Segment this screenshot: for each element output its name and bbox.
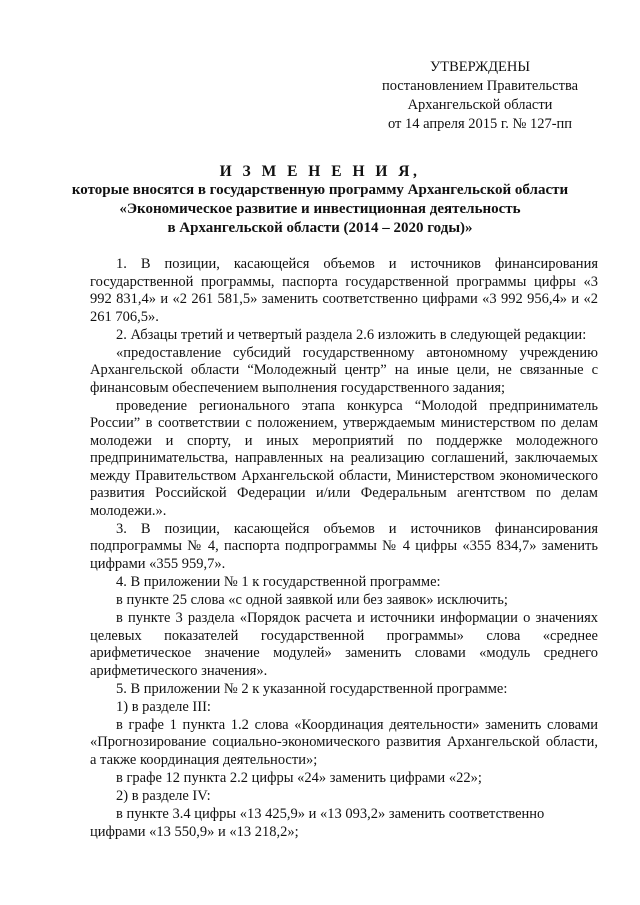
paragraph: 1) в разделе III: bbox=[116, 698, 211, 715]
paragraph: в пункте 25 слова «с одной заявкой или без заявок» исключить; bbox=[116, 592, 508, 609]
paragraph: 2) в разделе IV: bbox=[116, 788, 211, 805]
title-line-2: «Экономическое развитие и инвестиционная деятельность bbox=[119, 201, 521, 217]
paragraph: в графе 12 пункта 2.2 цифры «24» заменить цифрами «22»; bbox=[116, 770, 482, 787]
document-body bbox=[90, 256, 598, 842]
approval-region: Архангельской области bbox=[407, 97, 553, 113]
approval-date: от 14 апреля 2015 г. № 127-пп bbox=[387, 116, 573, 132]
approval-by: постановлением Правительства bbox=[381, 78, 579, 94]
paragraph: «предоставление субсидий государственному автономному учреждению Архангельской области “Молодежный центр” на иные цели, не связанные с финансовым обеспечением выполнения государственного задания; bbox=[90, 344, 598, 396]
title-line-1: которые вносятся в государственную программу Архангельской области bbox=[71, 182, 569, 198]
paragraph: 3. В позиции, касающейся объемов и источников финансирования подпрограммы № 4, паспорта подпрограммы № 4 цифры «355 834,7» заменить цифрами «355 959,7». bbox=[90, 520, 598, 572]
paragraph: 4. В приложении № 1 к государственной программе: bbox=[116, 573, 441, 590]
paragraph: 2. Абзацы третий и четвертый раздела 2.6 изложить в следующей редакции: bbox=[116, 326, 587, 343]
approval-stamp bbox=[360, 58, 600, 134]
paragraph: в пункте 3.4 цифры «13 425,9» и «13 093,2» заменить соответственно цифрами «13 550,9» и «13 218,2»; bbox=[90, 806, 545, 840]
paragraph: 1. В позиции, касающейся объемов и источников финансирования государственной программы, паспорта государственной программы цифры «3 992 831,4» и «2 261 581,5» заменить соответственно цифрами «3 992 956,4» и «2 261 706,5». bbox=[90, 256, 598, 325]
title-heading: И З М Е Н Е Н И Я, bbox=[219, 163, 421, 180]
document-title bbox=[60, 162, 580, 238]
paragraph: проведение регионального этапа конкурса “Молодой предприниматель России” в соответствии с положением, утверждаемым министерством по делам молодежи и спорту, и иных мероприятий по поддержке молодежного предпринимательства, направленных на реализацию соглашений, заключаемых между Правительством Архангельской области, Министерством экономического развития Российской Федерации и/или Федеральным агентством по делам молодежи.». bbox=[90, 397, 598, 519]
paragraph: 5. В приложении № 2 к указанной государственной программе: bbox=[116, 680, 508, 697]
paragraph: в графе 1 пункта 1.2 слова «Координация деятельности» заменить словами «Прогнозирование социально-экономического развития Архангельской области, а также координация деятельности»; bbox=[90, 716, 598, 768]
paragraph: в пункте 3 раздела «Порядок расчета и источники информации о значениях целевых показателей государственной программы» слова «среднее арифметическое значение модулей» заменить словами «модуль среднего арифметического значения». bbox=[90, 610, 598, 679]
title-line-3: в Архангельской области (2014 – 2020 годы)» bbox=[167, 220, 473, 236]
approval-heading: УТВЕРЖДЕНЫ bbox=[429, 59, 531, 75]
